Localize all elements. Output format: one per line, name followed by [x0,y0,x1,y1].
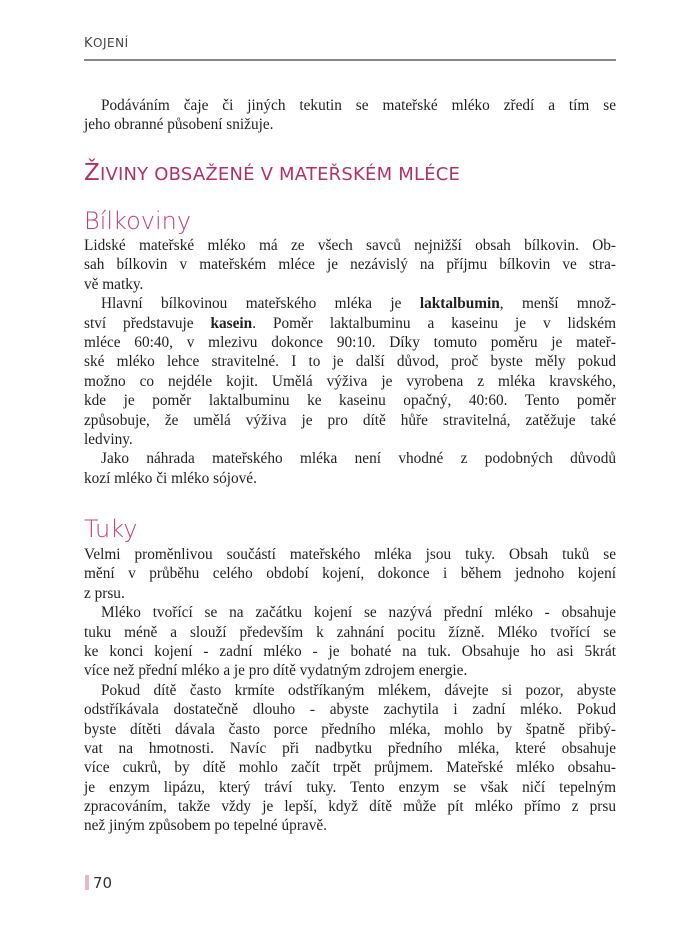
text-segment: sah bílkovin v mateřském mléce je nezávislý na příjmu bílkovin ve stra- [84,256,616,274]
text-line [84,352,616,371]
subheading-bilkoviny: Bílkoviny [84,207,192,235]
text-line [84,584,616,603]
text-line [84,294,616,313]
text-segment: byste dítěti dávala často porce předního mléka, mohlo by špatně přibý- [84,720,616,738]
text-segment: mění v průběhu celého období kojení, dokonce i během jednoho kojení [84,565,616,583]
text-segment: možno co nejdéle kojit. Umělá výživa je vyrobena z mléka kravského, [84,372,616,390]
text-line [84,430,616,449]
text-segment: ské mléko lehce stravitelné. I to je další důvod, proč byste měly pokud [84,353,616,371]
text-line [84,758,616,777]
bold-term: laktalbumin [419,295,500,313]
text-segment: Hlavní bílkovinou mateřského mléka je [101,295,420,313]
text-line [84,391,616,410]
text-line [84,96,616,115]
page-marker [85,875,89,890]
text-segment: více než přední mléko a je pro dítě vydatným zdrojem energie. [84,662,468,680]
text-line [84,255,616,274]
text-line [84,700,616,719]
page-number [85,874,112,892]
text-line [84,603,616,622]
text-segment: způsobuje, že umělá výživa je pro dítě hůře stravitelná, zatěžuje také [84,411,616,429]
text-segment: Pokud dítě často krmíte odstříkaným mlékem, dávejte si pozor, abyste [101,681,616,699]
text-segment: , menší množ- [499,295,617,313]
text-segment: mléce 60:40, v mlezivu dokonce 90:10. Díky tomuto poměru je mateř- [84,333,616,351]
text-segment: odstříkávala dostatečně dlouho - abyste zachytila i zadní mléko. Pokud [84,701,616,719]
text-segment: ství představuje [84,314,211,332]
text-line [84,469,616,488]
text-line [84,797,616,816]
text-segment: kozí mléko či mléko sójové. [84,469,257,487]
text-line [84,275,616,294]
text-segment: jeho obranné působení snižuje. [84,116,274,134]
header-initial: K [84,36,94,51]
text-segment: ledviny. [84,430,133,448]
text-line [84,372,616,391]
text-segment: Lidské mateřské mléko má ze všech savců nejnižší obsah bílkovin. Ob- [84,237,616,254]
text-segment: zpracováním, takže vždy je lepší, když dítě může pít mléko přímo z prsu [84,798,616,816]
intro-paragraph [84,96,616,135]
running-header [84,36,129,51]
text-line [84,449,616,468]
bilkoviny-text [84,236,616,488]
text-line [84,236,616,255]
text-line [84,333,616,352]
text-segment: Velmi proměnlivou součástí mateřského mléka jsou tuky. Obsah tuků se [84,546,616,563]
bold-term: kasein [210,314,253,332]
text-segment: vat na hmotnosti. Navíc při nadbytku předního mléka, které obsahuje [84,739,616,757]
section-title-initial: Ž [84,160,100,186]
text-line [84,816,616,835]
subheading-tuky: Tuky [84,515,138,543]
text-line [84,314,616,333]
text-segment: více cukrů, by dítě mohlo začít trpět průjmem. Mateřské mléko obsahu- [84,759,616,777]
page-number-text: 70 [93,874,113,892]
text-line [84,661,616,680]
text-line [84,623,616,642]
text-line [84,642,616,661]
text-segment: . Poměr laktalbuminu a kaseinu je v lidském [252,314,616,332]
text-segment: Podáváním čaje či jiných tekutin se mateřské mléko zředí a tím se [101,97,616,114]
text-segment: je enzym lipázu, který tráví tuky. Tento enzym se však ničí tepelným [84,778,616,796]
text-line [84,681,616,700]
text-segment: Jako náhrada mateřského mléka není vhodné z podobných důvodů [101,450,616,468]
text-segment: tuku méně a slouží především k zahnání pocitu žízně. Mléko tvořící se [84,623,616,641]
text-segment: kde je poměr laktalbuminu ke kaseinu opačný, 40:60. Tento poměr [84,392,616,410]
section-title-text: IVINY OBSAŽENÉ V MATEŘSKÉM MLÉCE [99,164,461,185]
text-line [84,778,616,797]
header-text: OJENÍ [93,36,129,50]
text-segment: vě matky. [84,275,144,293]
text-line [84,545,616,564]
text-segment: Mléko tvořící se na začátku kojení se nazývá přední mléko - obsahuje [101,604,616,622]
text-line [84,564,616,583]
text-line [84,720,616,739]
text-segment: z prsu. [84,584,125,602]
text-segment: ke konci kojení - zadní mléko - je bohaté na tuk. Obsahuje ho asi 5krát [84,642,616,660]
text-line [84,115,616,134]
section-title [84,160,460,186]
text-line [84,739,616,758]
text-segment: než jiným způsobem po tepelné úpravě. [84,817,327,835]
header-rule [84,59,616,61]
tuky-text [84,545,616,836]
text-line [84,411,616,430]
